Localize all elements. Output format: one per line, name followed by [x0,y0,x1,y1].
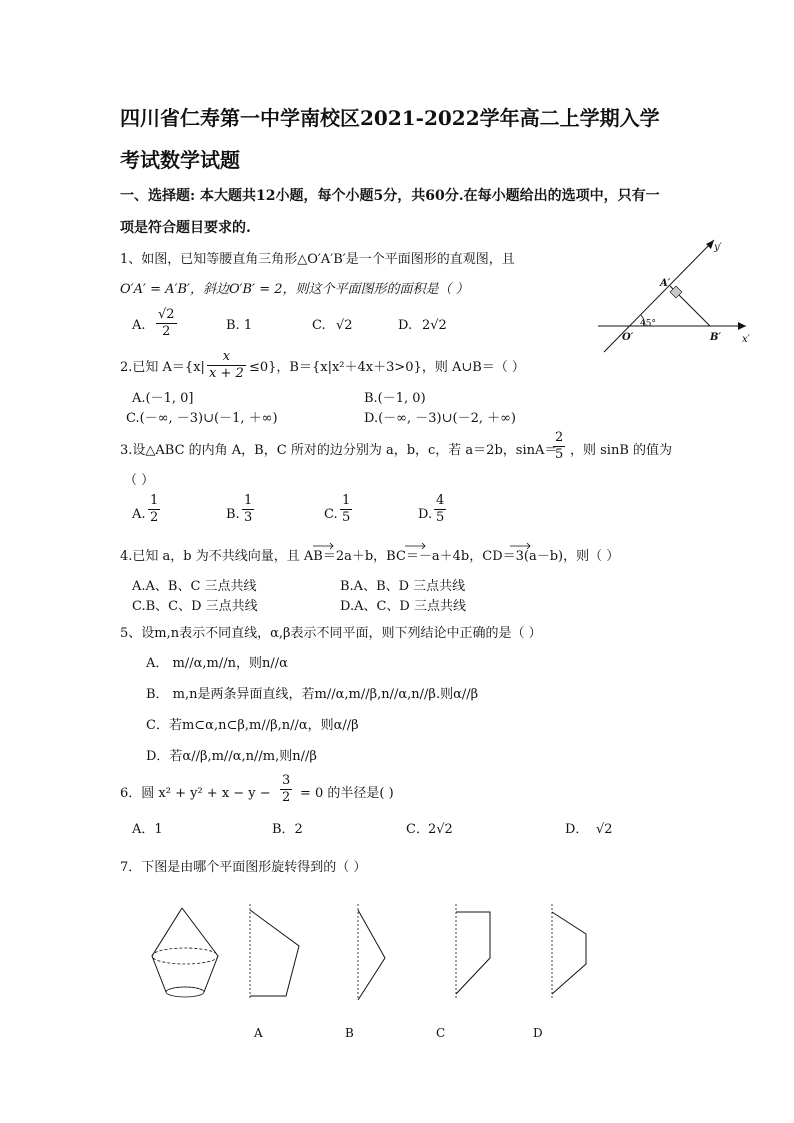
q2-fraction-numerator: x [222,349,231,364]
q2-option-c: C.(－∞, －3)∪(－1, ＋∞) [126,411,278,426]
q6-stem-fraction [280,774,292,805]
q7-label-c: C [436,1026,446,1040]
q6-stem-prefix: 6．圆 x² + y² + x − y − [120,786,271,801]
q5-option-b: B． m,n是两条异面直线，若m//α,m//β,n//α,n//β.则α//β [146,687,479,702]
q3-option-c-numerator: 1 [342,493,351,508]
q6-option-c-label: C． [406,822,429,837]
q3-option-a-numerator: 1 [150,493,159,508]
q5-option-c: C．若m⊂α,n⊂β,m//β,n//α，则α//β [146,718,359,733]
q2-stem-suffix: ≤0}，B＝{x|x²＋4x＋3>0}，则 A∪B＝（ ） [249,360,525,375]
q3-fraction-denominator: 5 [555,447,564,462]
q7-option-a-shape [250,904,299,1000]
q7-solid-figure [152,908,218,997]
q7-stem: 7．下图是由哪个平面图形旋转得到的（ ） [120,860,367,875]
q7-option-d-shape [552,904,586,1000]
q4-stem: 4.已知 a，b 为不共线向量，且 AB＝2a＋b，BC＝－a＋4b，CD＝3(a－b)，则（ ） [120,549,620,564]
q6-fraction-numerator: 3 [282,773,291,788]
q4-option-b: B.A、B、D 三点共线 [340,579,466,594]
q6-fraction-denominator: 2 [282,790,291,805]
q1-figure-y-axis-label: y′ [714,242,722,253]
q3-option-d-denominator: 5 [436,510,445,525]
q2-option-a: A.(－1, 0] [132,391,194,406]
q3-stem-suffix: ，则 sinB 的值为 [570,443,673,458]
q6-stem-suffix: = 0 的半径是( ) [300,786,394,801]
q2-stem-prefix: 2.已知 A＝{x| [120,360,205,375]
q3-stem-prefix: 3.设△ABC 的内角 A，B，C 所对的边分别为 a，b，c，若 a＝2b，sinA＝ [120,443,558,458]
section-heading-line1: 一、选择题: 本大题共12小题，每个小题5分，共60分.在每小题给出的选项中，只有一 [120,188,660,204]
q3-option-a-label: A. [132,507,146,522]
q7-figures [140,900,600,1010]
page-title-line2: 考试数学试题 [120,148,240,172]
q6-option-a: A．1 [132,822,163,837]
q1-option-c-label: C. [312,318,326,333]
q1-option-a-label: A. [132,318,146,333]
q1-option-d-label: D. [398,318,413,333]
q1-option-b: B. 1 [226,318,253,333]
q1-figure-point-b: B′ [710,332,722,343]
page-title-line1: 四川省仁寿第一中学南校区2021-2022学年高二上学期入学 [120,106,660,130]
q3-fraction-numerator: 2 [555,430,564,445]
q3-option-b-numerator: 1 [244,493,253,508]
q6-option-c-value: 2√2 [428,822,453,837]
q2-fraction-denominator: x + 2 [209,366,244,381]
q1-figure-point-o: O′ [622,332,634,343]
q4-option-c: C.B、C、D 三点共线 [132,599,258,614]
q3-option-d-numerator: 4 [436,493,445,508]
q3-option-c-label: C. [324,507,338,522]
q7-label-d: D [533,1026,543,1040]
q6-option-b: B．2 [272,822,303,837]
q1-stem-line2: O′A′ = A′B′，斜边O′B′ = 2，则这个平面图形的面积是（ ） [120,282,469,297]
q7-option-b-shape [358,904,385,1000]
q4-option-a: A.A、B、C 三点共线 [132,579,257,594]
q5-stem: 5、设m,n表示不同直线，α,β表示不同平面，则下列结论中正确的是（ ） [120,626,542,641]
q3-answer-paren: （ ） [124,473,155,488]
q1-option-a-numerator: √2 [158,307,175,322]
q7-option-c-shape [456,904,490,1000]
q3-option-a-denominator: 2 [150,510,159,525]
q7-label-a: A [254,1026,263,1040]
q3-option-b-label: B. [226,507,240,522]
q1-option-c-value: √2 [336,318,353,333]
q3-option-d-label: D. [418,507,433,522]
q4-option-d: D.A、C、D 三点共线 [340,599,466,614]
q1-option-a-denominator: 2 [162,324,171,339]
q1-figure-point-a: A′ [660,278,671,289]
q3-option-c-denominator: 5 [342,510,351,525]
section-heading-line2: 项是符合题目要求的. [120,220,251,236]
q7-label-b: B [345,1026,354,1040]
q2-option-b: B.(－1, 0) [364,391,426,406]
q6-option-d-label: D． [565,822,589,837]
q5-option-a: A． m//α,m//n，则n//α [146,656,288,671]
q5-option-d: D．若α//β,m//α,n//m,则n//β [146,749,317,764]
q6-option-d-value: √2 [596,822,613,837]
q1-stem-line1: 1、如图，已知等腰直角三角形△O′A′B′是一个平面图形的直观图，且 [120,252,515,267]
q1-figure-angle-label: 45° [640,319,656,329]
q1-option-d-value: 2√2 [422,318,447,333]
q2-option-d: D.(－∞, －3)∪(－2, ＋∞) [364,411,517,426]
q3-option-b-denominator: 3 [244,510,253,525]
q1-figure-x-axis-label: x′ [742,334,750,345]
